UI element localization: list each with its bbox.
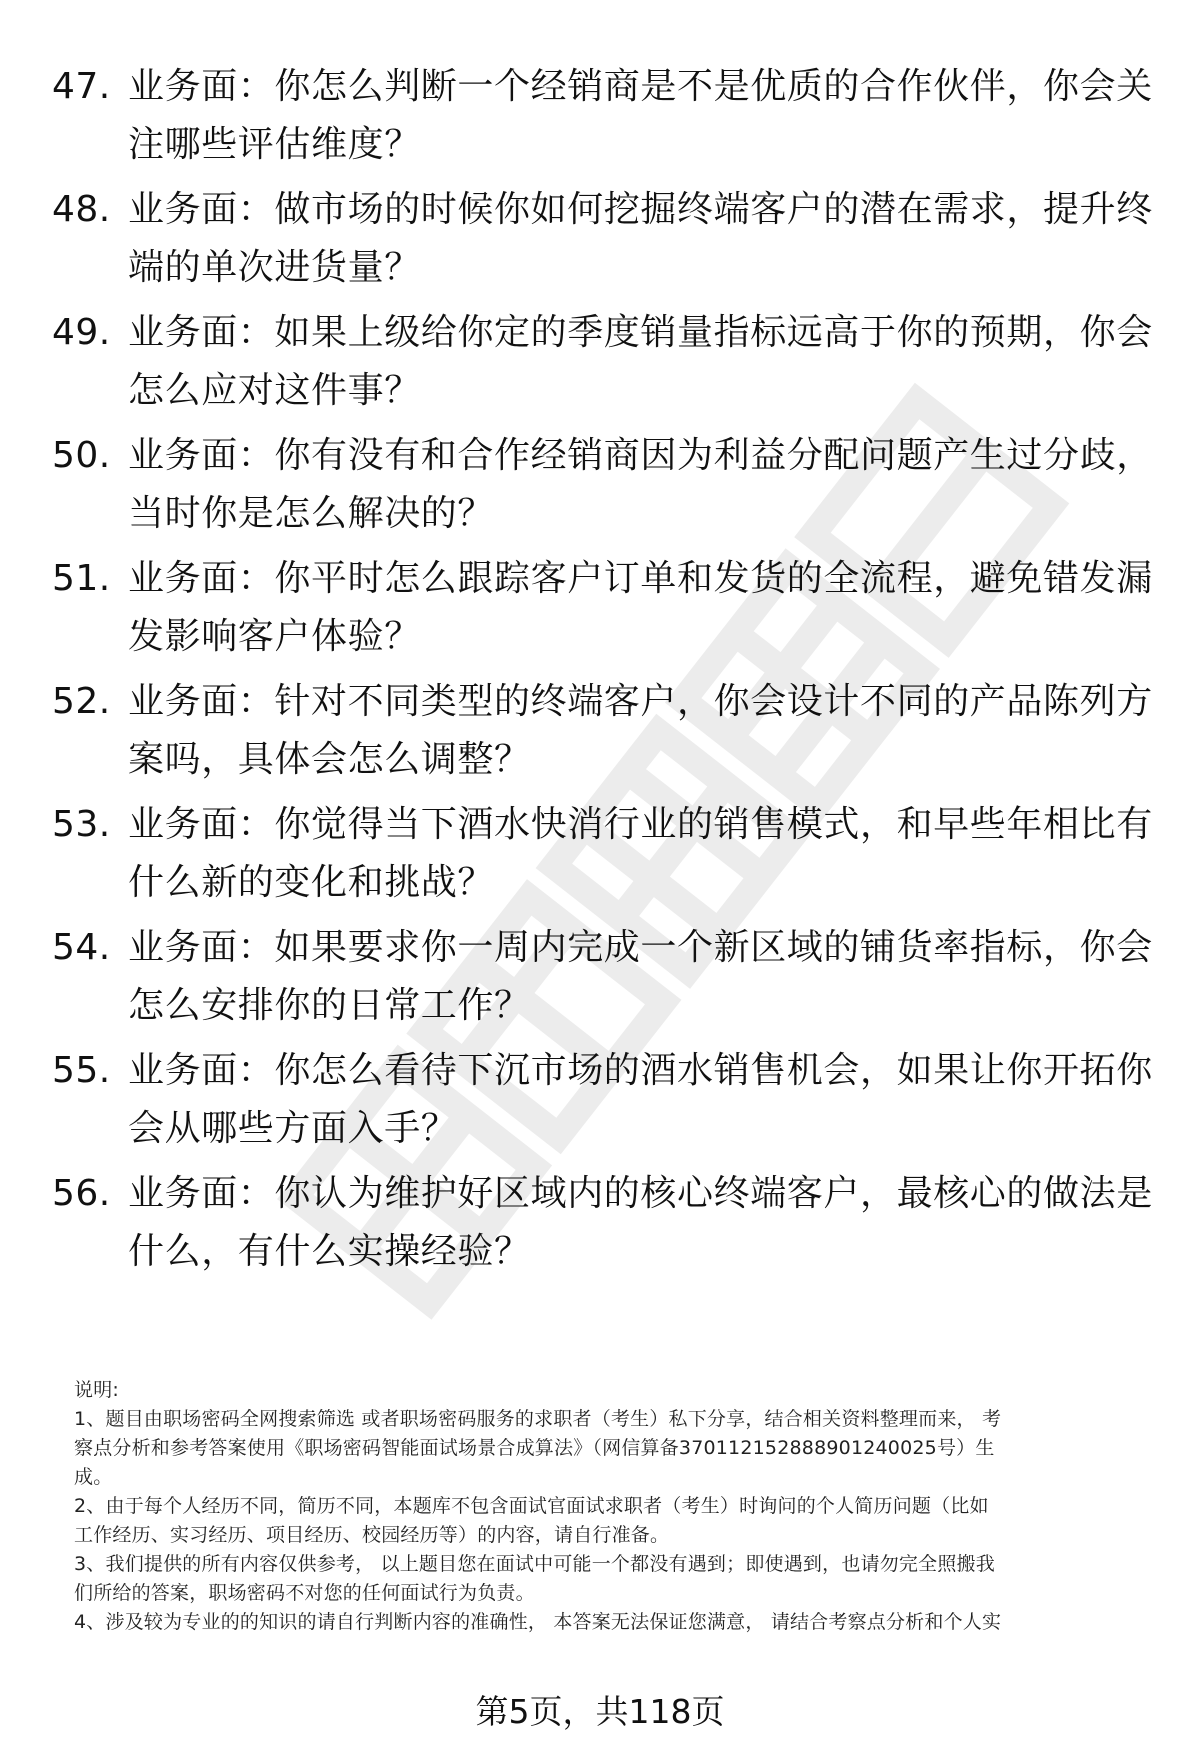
question-number: 55. bbox=[52, 1050, 111, 1091]
question-text-line: 业务面：你怎么判断一个经销商是不是优质的合作伙伴，你会关 bbox=[128, 66, 1153, 107]
question-text-line: 会从哪些方面入手？ bbox=[128, 1108, 458, 1149]
notes-section bbox=[74, 1376, 1154, 1637]
note-line: 们所给的答案，职场密码不对您的任何面试行为负责。 bbox=[74, 1582, 535, 1604]
note-line: 1、题目由职场密码全网搜索筛选 或者职场密码服务的求职者（考生）私下分享，结合相关资料整理而来， 考 bbox=[74, 1408, 1002, 1430]
question-number: 47. bbox=[52, 66, 111, 107]
question-number: 48. bbox=[52, 189, 111, 230]
note-line: 4、涉及较为专业的的知识的请自行判断内容的准确性， 本答案无法保证您满意， 请结合考察点分析和个人实 bbox=[74, 1611, 1002, 1633]
question-text-line: 怎么安排你的日常工作？ bbox=[128, 985, 531, 1026]
question-text-line: 业务面：你怎么看待下沉市场的酒水销售机会，如果让你开拓你 bbox=[128, 1050, 1153, 1091]
question-item bbox=[0, 58, 1200, 168]
question-number: 49. bbox=[52, 312, 111, 353]
question-item bbox=[0, 796, 1200, 906]
question-text-line: 业务面：做市场的时候你如何挖掘终端客户的潜在需求，提升终 bbox=[128, 189, 1153, 230]
note-line: 成。 bbox=[74, 1466, 113, 1488]
question-number: 51. bbox=[52, 558, 111, 599]
question-item bbox=[0, 1165, 1200, 1275]
question-item bbox=[0, 304, 1200, 414]
question-number: 50. bbox=[52, 435, 111, 476]
question-item bbox=[0, 673, 1200, 783]
question-item bbox=[0, 181, 1200, 291]
question-text-line: 业务面：针对不同类型的终端客户，你会设计不同的产品陈列方 bbox=[128, 681, 1153, 722]
question-text-line: 业务面：你觉得当下酒水快消行业的销售模式，和早些年相比有 bbox=[128, 804, 1153, 845]
question-text-line: 什么新的变化和挑战？ bbox=[128, 862, 495, 903]
note-line: 2、由于每个人经历不同，简历不同，本题库不包含面试官面试求职者（考生）时询问的个人简历问题（比如 bbox=[74, 1495, 989, 1517]
question-text-line: 业务面：如果要求你一周内完成一个新区域的铺货率指标，你会 bbox=[128, 927, 1153, 968]
note-line: 工作经历、实习经历、项目经历、校园经历等）的内容，请自行准备。 bbox=[74, 1524, 670, 1546]
question-text-line: 发影响客户体验？ bbox=[128, 616, 421, 657]
question-text-line: 当时你是怎么解决的？ bbox=[128, 493, 495, 534]
question-text-line: 注哪些评估维度？ bbox=[128, 124, 421, 165]
question-item bbox=[0, 550, 1200, 660]
note-line: 察点分析和参考答案使用《职场密码智能面试场景合成算法》（网信算备370112152888901240025号）生 bbox=[74, 1437, 995, 1459]
question-text-line: 案吗，具体会怎么调整？ bbox=[128, 739, 531, 780]
question-text-line: 业务面：你认为维护好区域内的核心终端客户，最核心的做法是 bbox=[128, 1173, 1153, 1214]
note-line: 3、我们提供的所有内容仅供参考， 以上题目您在面试中可能一个都没有遇到；即使遇到，也请勿完全照搬我 bbox=[74, 1553, 995, 1575]
question-item bbox=[0, 427, 1200, 537]
question-text-line: 怎么应对这件事？ bbox=[128, 370, 421, 411]
page-number: 第5页，共118页 bbox=[475, 1692, 725, 1731]
question-number: 52. bbox=[52, 681, 111, 722]
question-text-line: 业务面：你平时怎么跟踪客户订单和发货的全流程，避免错发漏 bbox=[128, 558, 1153, 599]
question-text-line: 什么，有什么实操经验？ bbox=[128, 1231, 531, 1272]
question-number: 53. bbox=[52, 804, 111, 845]
question-number: 56. bbox=[52, 1173, 111, 1214]
question-text-line: 端的单次进货量？ bbox=[128, 247, 421, 288]
question-text-line: 业务面：如果上级给你定的季度销量指标远高于你的预期，你会 bbox=[128, 312, 1153, 353]
question-text-line: 业务面：你有没有和合作经销商因为利益分配问题产生过分歧， bbox=[128, 435, 1153, 476]
question-item bbox=[0, 919, 1200, 1029]
question-number: 54. bbox=[52, 927, 111, 968]
question-item bbox=[0, 1042, 1200, 1152]
notes-title: 说明: bbox=[74, 1379, 120, 1401]
